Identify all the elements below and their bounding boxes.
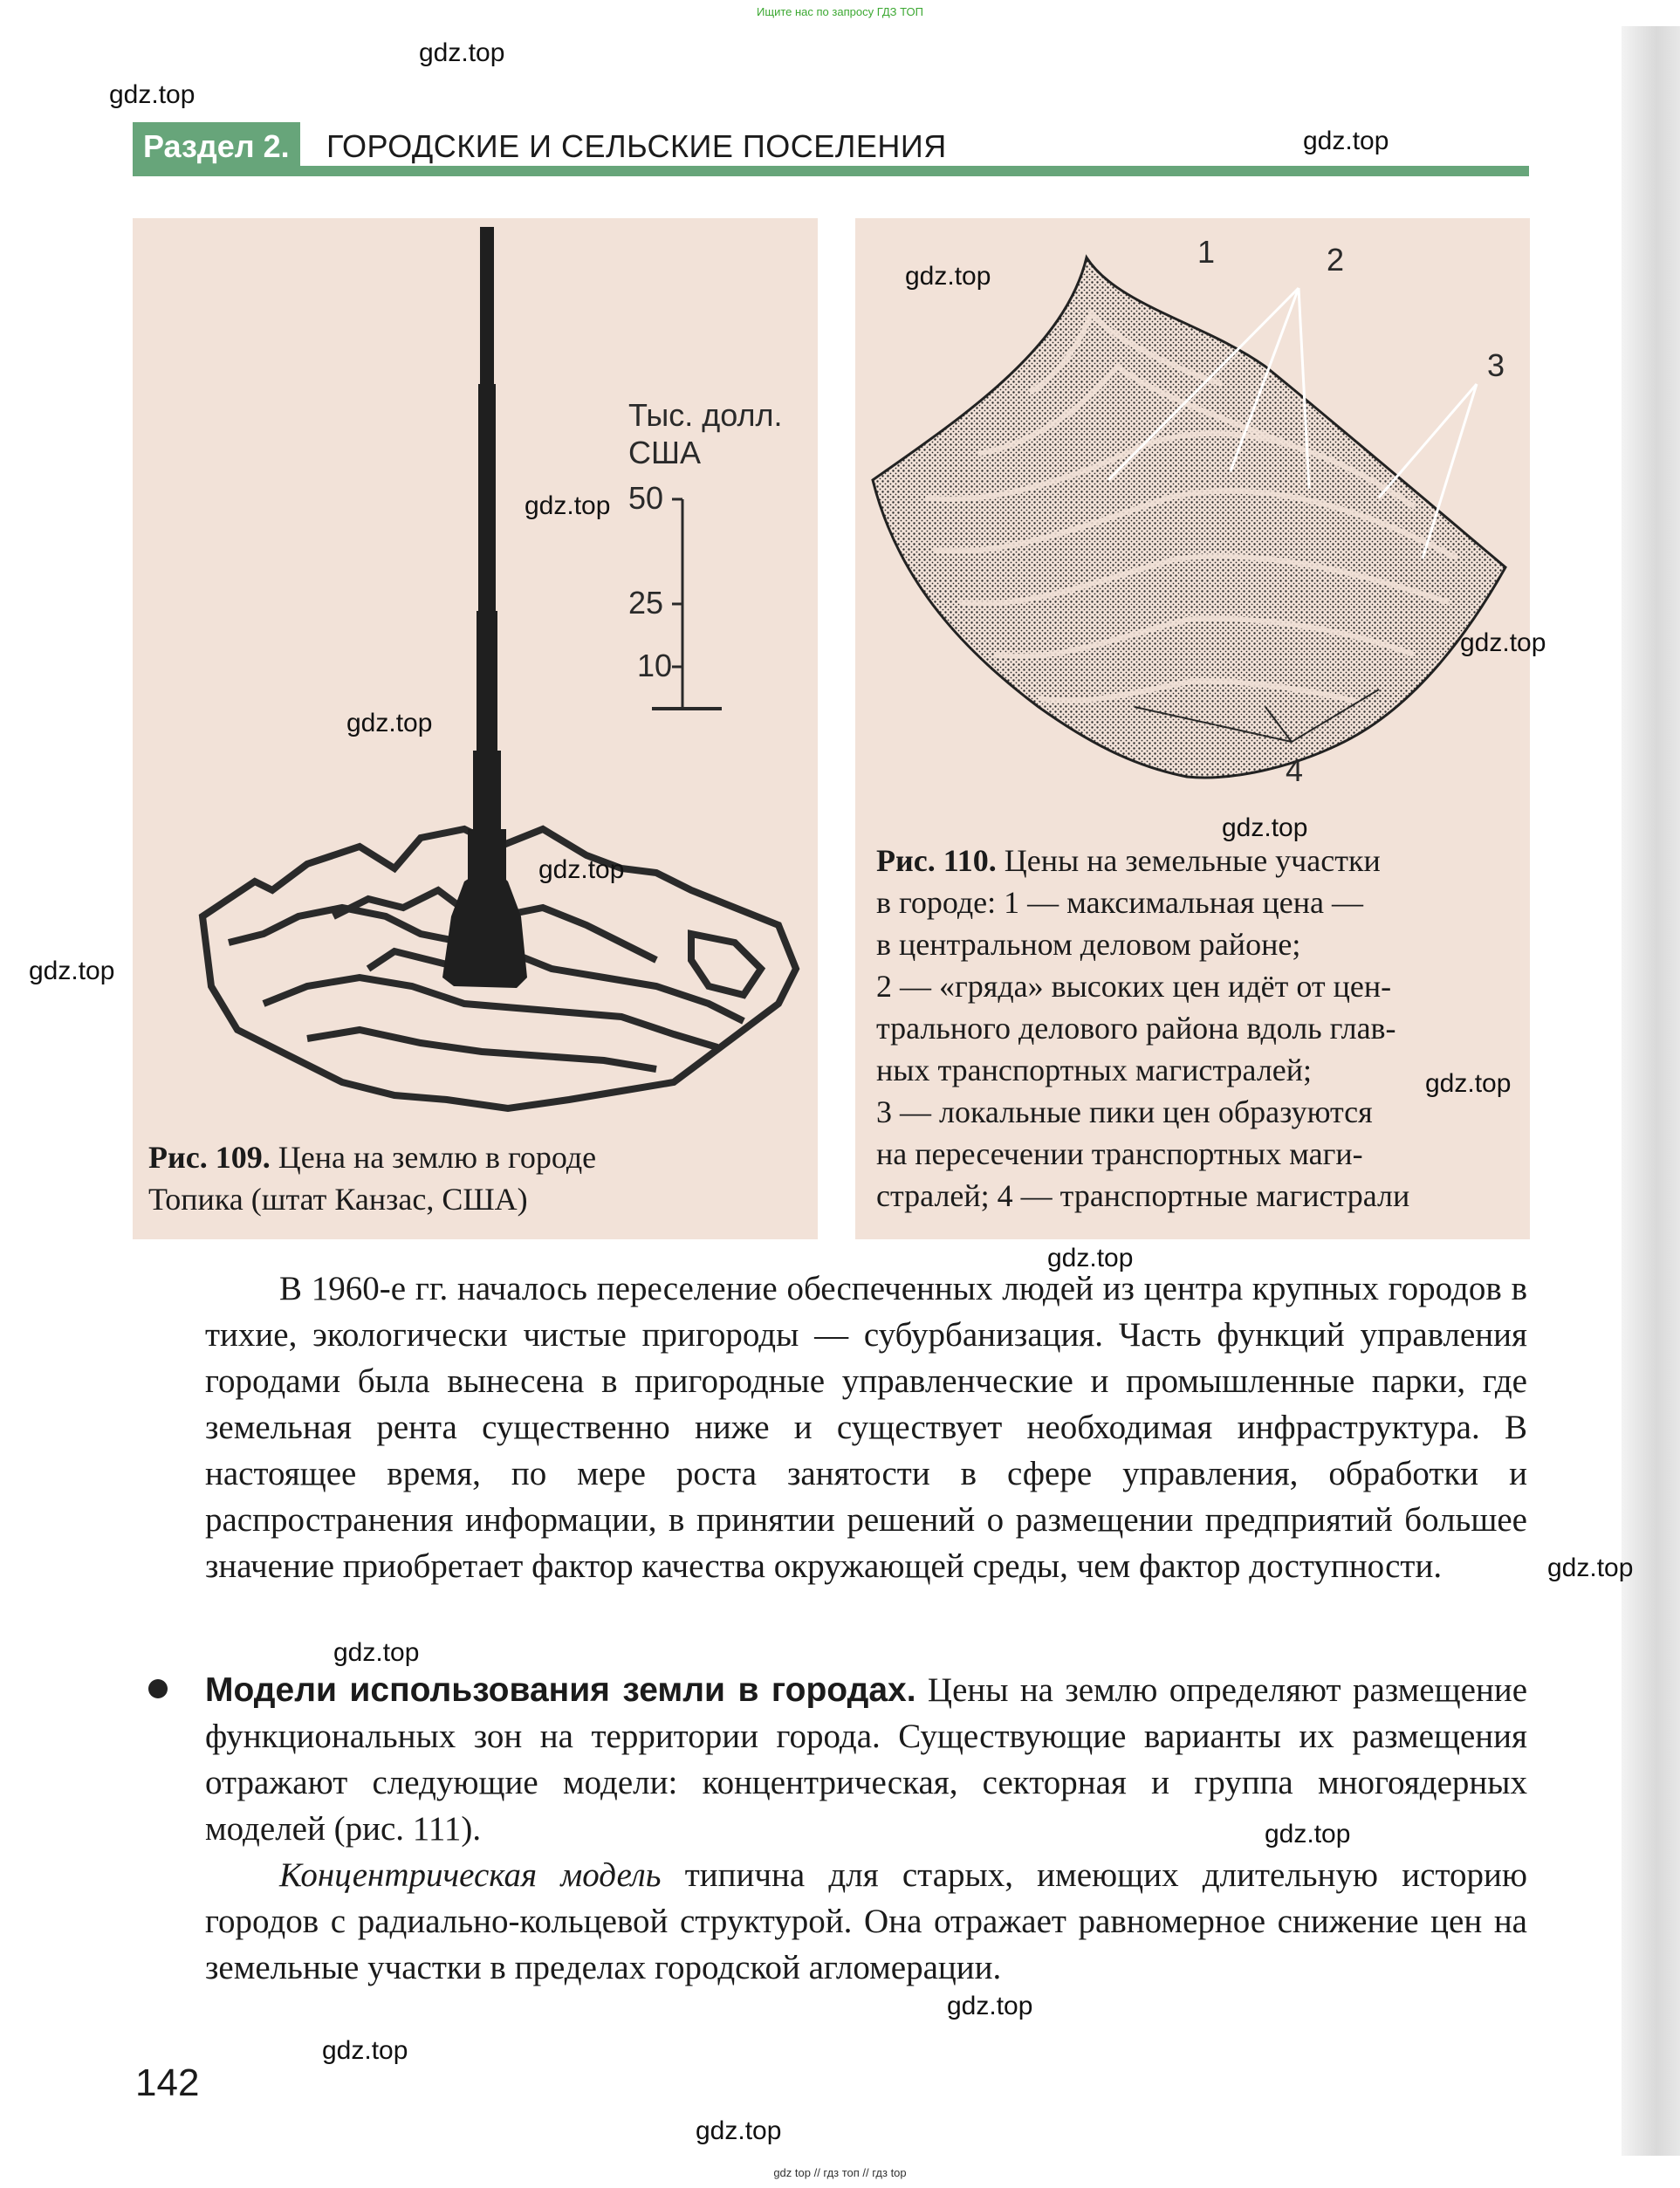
watermark: gdz.top — [1547, 1554, 1634, 1582]
watermark: gdz.top — [905, 262, 991, 291]
figure-110-caption-line1: Цены на земельные участки — [996, 843, 1381, 878]
paragraph-3-text: типична для старых, имеющих длительную историю городов с радиально-кольцевой структурой. Она отражает равномерное снижение цен на земельные участки в пределах городской агломерации. — [205, 1856, 1527, 1986]
watermark: gdz.top — [1047, 1244, 1134, 1272]
figure-110-caption-line: в городе: 1 — максимальная цена — — [876, 885, 1363, 920]
paragraph-2-heading: Модели использования земли в городах. — [205, 1671, 916, 1709]
figure-110-caption-line: 2 — «гряда» высоких цен идёт от цен- — [876, 969, 1392, 1004]
figure-110-caption-line: 3 — локальные пики цен образуются — [876, 1094, 1373, 1129]
watermark: gdz.top — [696, 2116, 782, 2145]
watermark: gdz.top — [333, 1638, 420, 1667]
watermark: gdz.top — [419, 38, 505, 67]
scale-tick-25: 25 — [628, 585, 664, 621]
marker-1: 1 — [1197, 234, 1216, 270]
bullet-icon — [148, 1679, 168, 1698]
paragraph-2-text: Цены на землю определяют размещение функциональных зон на территории города. Существующие варианты их размещения отражают следующие модели: концентрическая, секторная и группа многоядерных моделей (рис. 111). — [205, 1671, 1527, 1848]
figure-109-caption — [148, 1136, 812, 1220]
figure-110-caption-line: ных транспортных магистралей; — [876, 1053, 1313, 1087]
watermark: gdz.top — [109, 80, 195, 109]
watermark: gdz.top — [1425, 1069, 1512, 1098]
paragraph-3 — [205, 1852, 1527, 1991]
watermark: gdz.top — [1303, 127, 1389, 155]
marker-4: 4 — [1286, 752, 1304, 788]
scale-title-line1: Тыс. долл. — [628, 397, 783, 433]
watermark: gdz.top — [1222, 813, 1308, 842]
watermark: gdz.top — [538, 855, 625, 884]
watermark: gdz.top — [1460, 628, 1546, 657]
watermark: gdz.top — [322, 2036, 408, 2065]
watermark: gdz.top — [29, 957, 115, 985]
scale-title-line2: США — [628, 435, 702, 470]
page-number: 142 — [135, 2061, 200, 2104]
marker-2: 2 — [1327, 242, 1345, 278]
paragraph-3-italic: Концентрическая модель — [279, 1856, 662, 1894]
land-price-spike-illustration — [133, 218, 818, 1239]
scale-tick-50: 50 — [628, 480, 664, 516]
figure-110-caption-line: трального делового района вдоль глав- — [876, 1011, 1396, 1046]
section-title: ГОРОДСКИЕ И СЕЛЬСКИЕ ПОСЕЛЕНИЯ — [326, 128, 947, 164]
figure-110-caption-line: на пересечении транспортных маги- — [876, 1136, 1363, 1171]
top-note: Ищите нас по запросу ГДЗ ТОП — [757, 5, 923, 18]
figure-110-caption-line: стралей; 4 — транспортные магистрали — [876, 1178, 1410, 1213]
watermark: gdz.top — [525, 491, 611, 520]
figure-109-caption-line2: Топика (штат Канзас, США) — [148, 1182, 528, 1217]
bottom-note: gdz top // гдз топ // гдз top — [773, 2166, 907, 2179]
figure-110-caption — [876, 840, 1522, 1217]
figure-110-caption-label: Рис. 110. — [876, 843, 997, 878]
section-label: Раздел 2. — [133, 122, 300, 170]
figure-109-caption-label: Рис. 109. — [148, 1140, 271, 1175]
scale-tick-10: 10 — [637, 648, 673, 683]
figure-110-caption-line: в центральном деловом районе; — [876, 927, 1301, 962]
paragraph-1-text: В 1960-е гг. началось переселение обеспеченных людей из центра крупных городов в тихие, экологически чистые пригороды — субурбанизация. Часть функций управления городами была вынесена в пригородные управленческие и промышленные парки, где земельная рента существенно ниже и существует необходимая инфраструктура. В настоящее время, по мере роста занятости в сфере управления, обработки и распространения информации, в принятии решений о размещении предприятий большее значение приобретает фактор качества окружающей среды, чем фактор доступности. — [205, 1270, 1527, 1585]
watermark: gdz.top — [1265, 1820, 1351, 1848]
watermark: gdz.top — [346, 709, 433, 737]
figure-109-caption-line1: Цена на землю в городе — [270, 1140, 597, 1175]
watermark: gdz.top — [947, 1992, 1033, 2020]
marker-3: 3 — [1487, 347, 1505, 383]
page-edge-shadow — [1622, 26, 1680, 2156]
figure-109 — [133, 218, 818, 1239]
paragraph-suburbanization — [205, 1265, 1527, 1589]
